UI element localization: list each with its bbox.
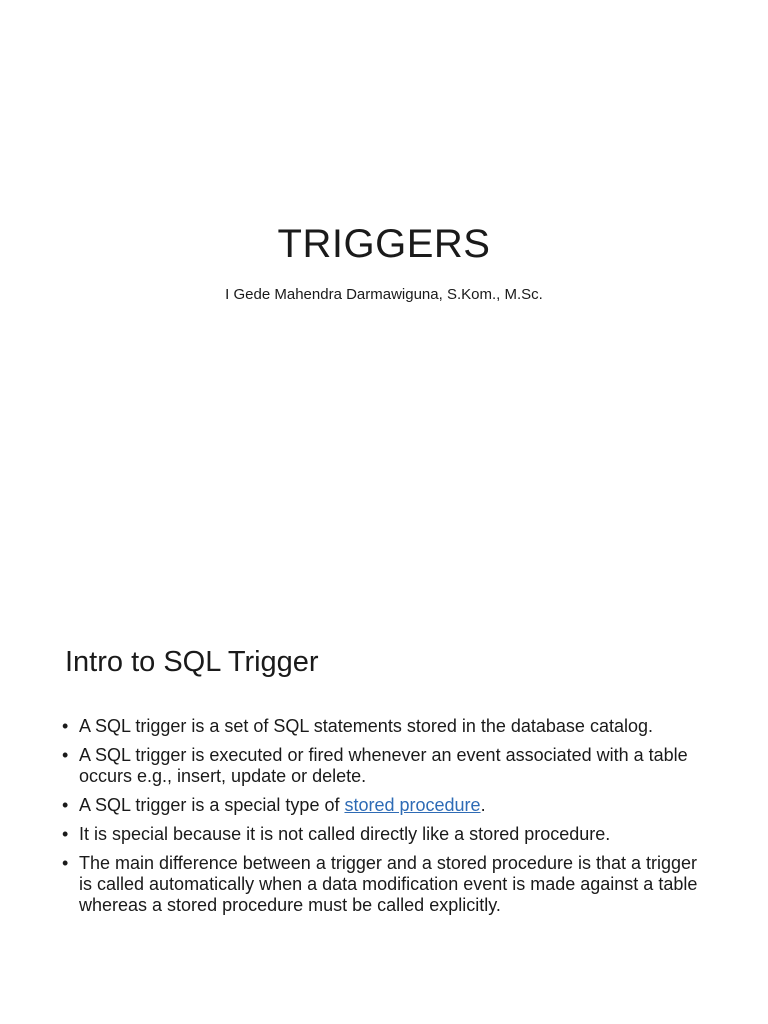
slide-subtitle: I Gede Mahendra Darmawiguna, S.Kom., M.Sc. (225, 286, 543, 303)
bullet-item (62, 795, 702, 816)
slide-heading: Intro to SQL Trigger (65, 646, 319, 678)
bullet-list (62, 716, 702, 924)
bullet-icon: • (62, 716, 69, 736)
bullet-text: A SQL trigger is executed or fired whenever an event associated with a table occurs e.g., insert, update or delete. (79, 745, 688, 786)
bullet-item (62, 745, 702, 787)
bullet-item (62, 853, 702, 916)
slide-title: TRIGGERS (277, 222, 491, 266)
stored-procedure-link[interactable]: stored procedure (344, 795, 481, 815)
bullet-text: The main difference between a trigger and a stored procedure is that a trigger is called automatically when a data modification event is made against a table whereas a stored procedure must be called explicitly. (79, 853, 698, 915)
bullet-text-suffix: . (480, 795, 486, 815)
bullet-item (62, 716, 702, 737)
bullet-icon: • (62, 824, 69, 844)
bullet-icon: • (62, 853, 69, 873)
bullet-icon: • (62, 745, 69, 765)
bullet-text-prefix: A SQL trigger is a special type of (79, 795, 345, 815)
bullet-text: A SQL trigger is a set of SQL statements stored in the database catalog. (79, 716, 653, 736)
bullet-icon: • (62, 795, 69, 815)
bullet-item (62, 824, 702, 845)
bullet-text: It is special because it is not called directly like a stored procedure. (79, 824, 611, 844)
content-slide (0, 512, 768, 1024)
